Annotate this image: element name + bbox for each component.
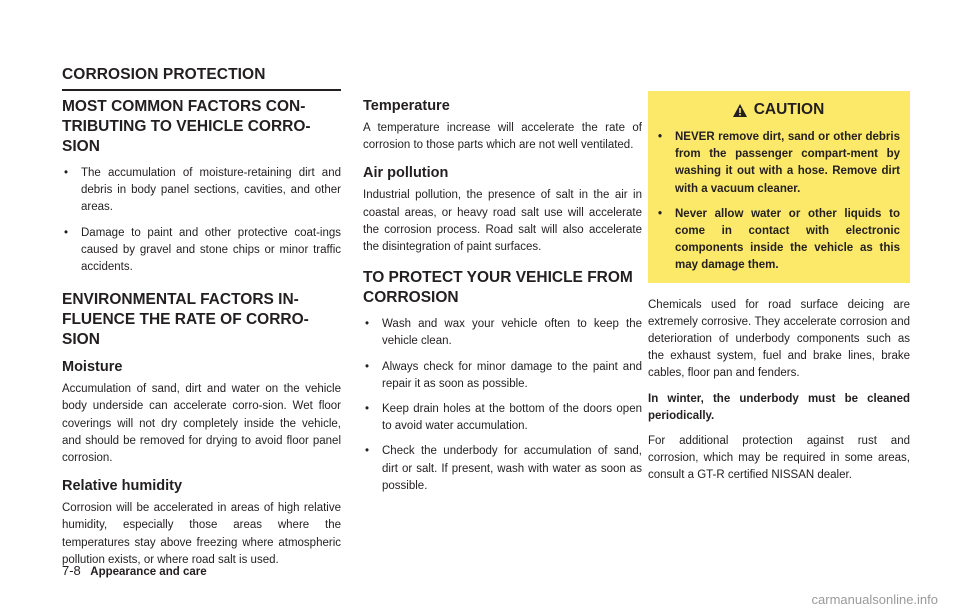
list-item-text: Keep drain holes at the bottom of the doors open to avoid water accumulation. xyxy=(382,403,642,433)
heading-air-pollution: Air pollution xyxy=(363,165,449,182)
caution-item-text: NEVER remove dirt, sand or other debris from the passenger compart-ment by washing it out with a hose. Remove dirt with a vacuum cleaner. xyxy=(675,131,900,195)
moisture-text: Accumulation of sand, dirt and water on the vehicle body underside can accelerate corro-sion. Wet floor coverings will not dry completely inside the vehicle, and should be removed for drying to avoid floor panel corrosion. xyxy=(62,383,341,465)
list-item-text: The accumulation of moisture-retaining dirt and debris in body panel sections, cavities, and other areas. xyxy=(81,167,341,214)
additional-protection-text: For additional protection against rust and corrosion, which may be required in some areas, consult a GT-R certified NISSAN dealer. xyxy=(648,435,910,482)
bullet: • xyxy=(365,445,370,458)
caution-title: CAUTION xyxy=(753,101,825,118)
column-3 xyxy=(648,97,910,493)
warning-icon xyxy=(732,103,748,118)
caution-item-text: Never allow water or other liquids to come in contact with electronic components inside the vehicle as this may damage them. xyxy=(675,207,900,272)
list-item xyxy=(363,316,642,350)
bullet: • xyxy=(64,167,69,179)
heading-moisture: Moisture xyxy=(62,359,123,376)
heading-environmental-factors: ENVIRONMENTAL FACTORS IN- FLUENCE THE RATE OF CORRO- SION xyxy=(62,291,309,349)
bullet: • xyxy=(64,226,69,239)
heading-common-factors: MOST COMMON FACTORS CON- TRIBUTING TO VEHICLE CORRO- SION xyxy=(62,98,311,155)
caution-item xyxy=(656,129,900,198)
list-item xyxy=(62,165,341,217)
list-item-text: Check the underbody for accumulation of sand, dirt or salt. If present, wash with water as soon as possible. xyxy=(382,445,642,492)
heading-temperature: Temperature xyxy=(363,98,450,114)
chapter-title: Appearance and care xyxy=(90,566,207,578)
section-rule xyxy=(62,89,341,91)
caution-item xyxy=(656,206,900,275)
page-footer xyxy=(62,563,207,578)
list-item xyxy=(363,401,642,435)
list-item xyxy=(363,359,642,393)
section-title: CORROSION PROTECTION xyxy=(62,66,266,83)
column-1 xyxy=(62,97,341,577)
winter-text: In winter, the underbody must be cleaned periodically. xyxy=(648,392,910,422)
bullet: • xyxy=(365,403,370,416)
caution-box xyxy=(648,91,910,283)
temperature-text: A temperature increase will accelerate the rate of corrosion to those parts which are not well ventilated. xyxy=(363,122,642,152)
list-item-text: Always check for minor damage to the paint and repair it as soon as possible. xyxy=(382,360,642,390)
watermark: carmanualsonline.info xyxy=(811,592,938,607)
heading-protect-vehicle: TO PROTECT YOUR VEHICLE FROM CORROSION xyxy=(363,269,633,307)
bullet: • xyxy=(365,360,370,373)
heading-relative-humidity: Relative humidity xyxy=(62,478,183,495)
chemicals-text: Chemicals used for road surface deicing are extremely corrosive. They accelerate corrosion and deterioration of underbody components such as the exhaust system, fuel and brake lines, brake cables, floor pan and fenders. xyxy=(648,298,910,380)
list-item xyxy=(363,443,642,495)
bullet: • xyxy=(658,207,663,220)
page-number: 7-8 xyxy=(62,563,81,578)
caution-header xyxy=(656,99,900,121)
bullet: • xyxy=(365,318,370,331)
humidity-text: Corrosion will be accelerated in areas of high relative humidity, especially those areas where the temperatures stay above freezing where atmospheric pollution exists, or where road salt is used. xyxy=(62,502,341,566)
list-item-text: Damage to paint and other protective coat-ings caused by gravel and stone chips or minor traffic accidents. xyxy=(81,226,341,274)
list-item xyxy=(62,225,341,277)
air-pollution-text: Industrial pollution, the presence of salt in the air in coastal areas, or heavy road salt use will accelerate the corrosion process. Road salt will also accelerate the disintegration of paint surfaces. xyxy=(363,189,642,254)
list-item-text: Wash and wax your vehicle often to keep the vehicle clean. xyxy=(382,318,642,348)
column-2 xyxy=(363,97,642,503)
bullet: • xyxy=(658,131,663,143)
